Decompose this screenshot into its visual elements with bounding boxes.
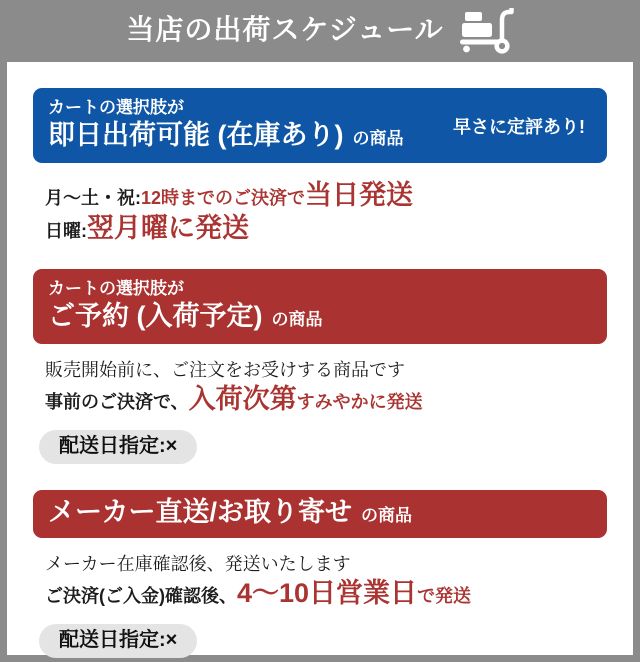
page-title: 当店の出荷スケジュール [126,14,444,45]
direct-line2 [45,579,607,611]
banner-preorder-suffix: の商品 [271,310,323,329]
instock-line2-emphasis: 翌月曜に発送 [87,213,249,243]
instock-line1-emphasis: 当日発送 [305,180,414,210]
preorder-line2-detail: すみやかに発送 [296,392,423,412]
instock-line2 [45,213,607,246]
direct-line2-label: ご決済(ご入金)確認後、 [45,586,237,606]
banner-direct-suffix: の商品 [360,505,412,525]
content-area [7,62,633,655]
preorder-line2-label: 事前のご決済で、 [45,392,189,412]
direct-details [45,550,607,611]
preorder-line1: 販売開始前に、ご注文をお受けする商品です [45,360,405,380]
direct-line1: メーカー在庫確認後、発送いたします [45,554,351,574]
banner-preorder-topline: カートの選択肢が [48,279,184,298]
preorder-delivery-date-badge: 配送日指定:× [39,430,197,464]
banner-instock-title: 即日出荷可能 (在庫あり) [48,120,344,150]
banner-instock-topline: カートの選択肢が [48,98,184,117]
instock-details [45,180,607,246]
banner-direct-title: メーカー直送/お取り寄せ [48,496,352,527]
banner-preorder-title: ご予約 (入荷予定) [48,301,263,331]
direct-delivery-date-badge: 配送日指定:× [39,624,197,658]
banner-preorder-mainline [48,300,589,337]
header [0,0,640,62]
hand-truck-icon [458,8,514,55]
banner-instock-suffix: の商品 [352,129,404,148]
banner-instock-note: 早さに定評あり! [453,116,585,137]
banner-preorder [33,269,607,344]
instock-line1 [45,180,607,213]
banner-direct-mainline [48,496,412,533]
direct-line2-detail: で発送 [417,586,472,606]
instock-line1-detail: 12時までのご決済で [141,188,306,208]
preorder-details [45,356,607,417]
preorder-line2-emphasis: 入荷次第 [188,384,297,414]
preorder-line2 [45,385,607,417]
instock-line1-label: 月〜土・祝: [45,188,141,208]
direct-line2-emphasis: 4〜10日営業日 [237,578,418,608]
banner-direct [33,490,607,538]
banner-instock [33,88,607,163]
instock-line2-label: 日曜: [45,221,87,241]
